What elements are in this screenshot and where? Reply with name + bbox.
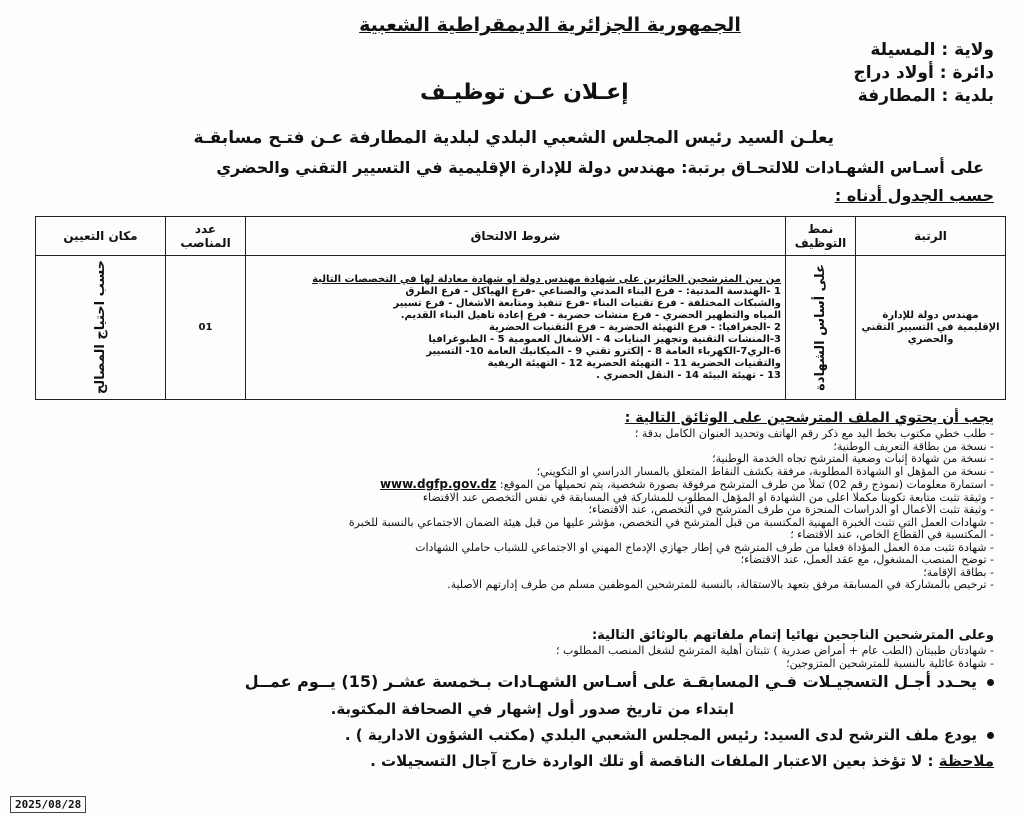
cell-count: 01	[166, 256, 246, 400]
list-item: - ترخيص بالمشاركة في المسابقة مرفق بتعهد بالاستقالة، بالنسبة للمترشحين الموظفين مسلم من طرف إدارتهم الأصلية.	[19, 579, 994, 592]
announcement-title: إعـلان عـن توظيـف	[420, 80, 629, 105]
date-stamp: 2025/08/28	[10, 796, 86, 813]
form-item-text: استمارة معلومات (نموذج رقم 02) تملأ من طرف المترشح مرفوقة بصورة شخصية، يتم تحميلها من الموقع:	[499, 478, 987, 491]
list-item: - توضح المنصب المشغول، مع عقد العمل، عند الاقتضاء؛	[19, 554, 994, 567]
list-item: - نسخة من المؤهل أو الشهادة المطلوبة، مرفقة بكشف النقاط المتعلق بالمسار الدراسي أو التكويني؛	[19, 466, 994, 479]
wilaya-line: ولاية : المسيلة	[870, 40, 994, 60]
list-item	[19, 478, 994, 492]
recruitment-table	[35, 216, 1006, 400]
winners-heading: وعلى المترشحين الناجحين نهائيا إتمام ملفاتهم بالوثائق التالية:	[591, 628, 994, 643]
cell-conditions	[246, 256, 786, 400]
baladia-line: بلدية : المطارفة	[857, 86, 994, 106]
list-item: - طلب خطي مكتوب بخط اليد مع ذكر رقم الهاتف وتحديد العنوان الكامل بدقة ؛	[19, 428, 994, 441]
winners-list	[19, 644, 994, 670]
header-place: مكان التعيين	[36, 217, 166, 256]
condition-line: 1 -الهندسة المدنية: - فرع البناء المدني والصناعي -فرع الهياكل - فرع الطرق	[405, 285, 781, 297]
condition-line: والشبكات المختلفة - فرع تقنيات البناء -فرع تنفيذ ومتابعة الأشغال - فرع تسيير	[393, 297, 781, 309]
condition-line: 2 -الجغرافيا: - فرع التهيئة الحضرية – فرع التقنيات الحضرية	[489, 321, 781, 333]
table-header-row	[36, 217, 1006, 256]
documents-heading: يجب أن يحتوي الملف المترشحين على الوثائق التالية :	[624, 410, 994, 426]
header-mode: نمط التوظيف	[786, 217, 856, 256]
list-item: - شهادات العمل التي تثبت الخبرة المهنية المكتسبة من قبل المترشح في التخصص، مؤشر عليها من قبل هيئة الضمان الاجتماعي بالنسبة للخبرة	[19, 517, 994, 530]
cell-grade: مهندس دولة للإدارة الإقليمية في التسيير التقني والحضري	[856, 256, 1006, 400]
list-item: - نسخة من بطاقة التعريف الوطنية؛	[19, 441, 994, 454]
place-text: حسب احتياج المصالح	[92, 260, 108, 395]
list-item: - المكتسبة في القطاع الخاص، عند الاقتضاء ؛	[19, 529, 994, 542]
table-row	[36, 256, 1006, 400]
condition-line: 6-الري7-الكهرباء العامة 8 - إلكترو تقني 9 - الميكانيك العامة 10- التسيير	[426, 345, 781, 357]
bullet-icon	[987, 732, 994, 739]
deadline-line-2: ابتداء من تاريخ صدور أول إشهار في الصحافة المكتوبة.	[330, 700, 734, 718]
list-item: - شهادتان طبيتان (الطب عام + أمراض صدرية ) تثبتان أهلية المترشح لشغل المنصب المطلوب ؛	[19, 644, 994, 657]
header-grade: الرتبة	[856, 217, 1006, 256]
daira-line: دائرة : أولاد دراج	[853, 63, 994, 83]
condition-line: 13 - تهيئة البيئة 14 - النقل الحضري .	[596, 369, 781, 381]
list-item: - شهادة عائلية بالنسبة للمترشحين المتزوجين؛	[19, 657, 994, 670]
mode-text: على أساس الشهادة	[812, 264, 828, 391]
list-item: - وثيقة تثبت الأعمال أو الدراسات المنجزة من طرف المترشح في التخصص، عند الاقتضاء؛	[19, 504, 994, 517]
note-text: : لا تؤخذ بعين الاعتبار الملفات الناقصة أو تلك الواردة خارج آجال التسجيلات .	[370, 752, 934, 770]
cell-place	[36, 256, 166, 400]
per-table-label: حسب الجدول أدناه :	[834, 186, 994, 205]
intro-line-2: على أسـاس الشهـادات للالتحـاق برتبة: مهندس دولة للإدارة الإقليمية في التسيير التقني والحضري	[216, 158, 984, 177]
deposit-line	[345, 726, 994, 744]
condition-line: من بين المترشحين الحائزين على شهادة مهندس دولة أو شهادة معادلة لها في التخصصات التالية	[312, 273, 781, 285]
intro-line-1: يعلـن السيد رئيس المجلس الشعبي البلدي لبلدية المطارفة عـن فتـح مسابقـة	[193, 128, 834, 148]
deadline-text: يحـدد أجـل التسجيـلات فـي المسابقـة على أسـاس الشهـادات بـخمسة عشـر (15) يــوم عمــل	[244, 672, 977, 691]
header-count: عدد المناصب	[166, 217, 246, 256]
condition-line: 3-المنشآت التقنية وتجهيز البنايات 4 - الأشغال العمومية 5 - الطبوغرافيا	[428, 333, 781, 345]
condition-line: المياه والتطهير الحضري - فرع منشآت حضرية - فرع إعادة تأهيل البناء القديم.	[400, 309, 781, 321]
list-item: - بطاقة الإقامة؛	[19, 567, 994, 580]
deadline-line-1	[245, 672, 994, 691]
website-link[interactable]: www.dgfp.gov.dz	[379, 478, 497, 491]
list-item: - وثيقة تثبت متابعة تكوينا مكملا أعلى من الشهادة أو المؤهل المطلوب للمشاركة في المسابقة في نفس التخصص عند الاقتضاء	[19, 492, 994, 505]
list-item: - شهادة تثبت مدة العمل المؤداة فعليا من طرف المترشح في إطار جهازي الإدماج المهني أو الاجتماعي للشباب حاملي الشهادات	[19, 542, 994, 555]
header-conditions: شروط الالتحاق	[246, 217, 786, 256]
condition-line: والتقنيات الحضرية 11 - التهيئة الحضرية 12 - التهيئة الريفية	[487, 357, 781, 369]
documents-list	[19, 428, 994, 592]
cell-mode	[786, 256, 856, 400]
list-item: - نسخة من شهادة إثبات وضعية المترشح تجاه الخدمة الوطنية؛	[19, 453, 994, 466]
deposit-text: يودع ملف الترشح لدى السيد: رئيس المجلس الشعبي البلدي (مكتب الشؤون الادارية ) .	[344, 726, 977, 744]
bullet-icon	[987, 679, 994, 686]
note-label: ملاحظة	[938, 752, 994, 770]
note-line	[370, 752, 994, 770]
republic-header: الجمهورية الجزائرية الديمقراطية الشعبية	[359, 14, 741, 36]
